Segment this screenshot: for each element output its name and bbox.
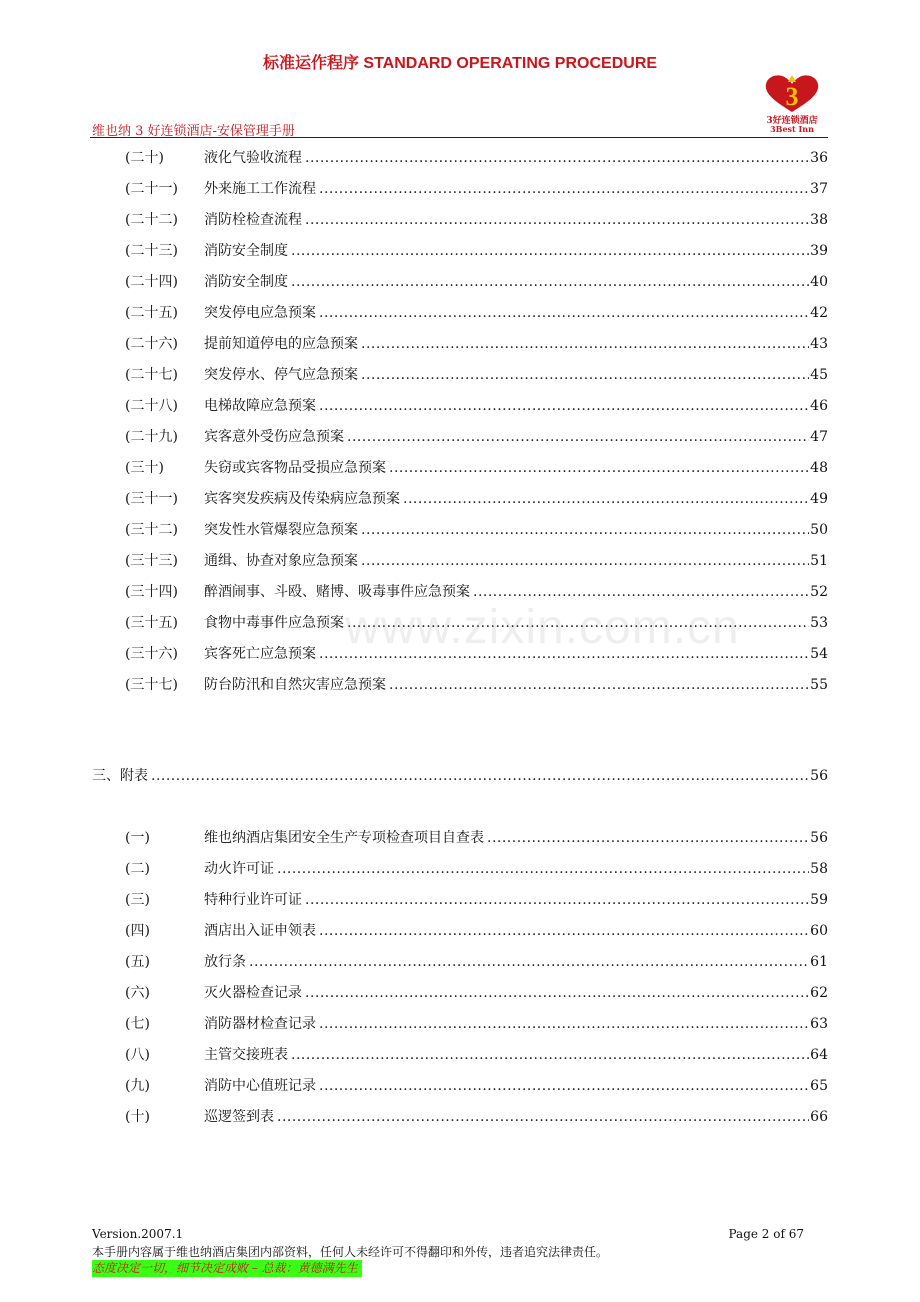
toc-item-page: 63 — [810, 1016, 828, 1032]
toc-entry — [204, 333, 828, 355]
toc-row[interactable] — [0, 858, 920, 880]
toc-row[interactable] — [0, 1106, 920, 1128]
toc-item-number: (二十二) — [125, 212, 178, 228]
toc-item-title: 消防器材检查记录 — [204, 1016, 316, 1032]
watermark: www.zixin.com.cn — [345, 601, 740, 654]
toc-item-number: (九) — [125, 1078, 150, 1094]
toc-entry — [204, 488, 828, 510]
toc-leader-dots — [277, 858, 809, 880]
toc-leader-dots — [305, 209, 809, 231]
toc-item-number: (三十一) — [125, 491, 178, 507]
toc-row[interactable] — [0, 1044, 920, 1066]
toc-item-number: (十) — [125, 1109, 150, 1125]
toc-row[interactable] — [0, 951, 920, 973]
toc-leader-dots — [305, 889, 809, 911]
toc-entry — [204, 209, 828, 231]
toc-item-title: 通缉、协查对象应急预案 — [204, 553, 358, 569]
toc-item-title: 灭火器检查记录 — [204, 985, 302, 1001]
toc-item-title: 电梯故障应急预案 — [204, 398, 316, 414]
toc-entry — [204, 674, 828, 696]
toc-leader-dots — [319, 302, 809, 324]
toc-item-number: (二十一) — [125, 181, 178, 197]
toc-item-page: 40 — [810, 274, 828, 290]
toc-entry — [204, 364, 828, 386]
toc-entry — [204, 519, 828, 541]
toc-leader-dots — [305, 147, 809, 169]
toc-row[interactable] — [0, 1075, 920, 1097]
toc-item-number: (二十五) — [125, 305, 178, 321]
toc-leader-dots — [487, 827, 809, 849]
brand-logo — [760, 72, 824, 134]
toc-leader-dots — [305, 982, 809, 1004]
toc-item-page: 45 — [810, 367, 828, 383]
toc-item-number: (二十八) — [125, 398, 178, 414]
toc-row[interactable] — [0, 920, 920, 942]
toc-item-title: 巡逻签到表 — [204, 1109, 274, 1125]
toc-item-page: 38 — [810, 212, 828, 228]
toc-item-page: 43 — [810, 336, 828, 352]
toc-item-number: (二十六) — [125, 336, 178, 352]
toc-leader-dots — [249, 951, 809, 973]
toc-item-page: 65 — [810, 1078, 828, 1094]
header-title: 标准运作程序 STANDARD OPERATING PROCEDURE — [262, 55, 658, 72]
toc-section-row[interactable] — [0, 765, 920, 787]
toc-leader-dots — [319, 395, 809, 417]
toc-row[interactable] — [0, 426, 920, 448]
toc-item-number: (三) — [125, 892, 150, 908]
toc-row[interactable] — [0, 240, 920, 262]
toc-leader-dots — [319, 920, 809, 942]
toc-row[interactable] — [0, 827, 920, 849]
footer-slogan: 态度决定一切，细节决定成败 – 总裁：黄德满先生 — [92, 1260, 362, 1277]
toc-item-page: 46 — [810, 398, 828, 414]
toc-leader-dots — [319, 1013, 809, 1035]
toc-item-page: 49 — [810, 491, 828, 507]
toc-item-title: 突发停电应急预案 — [204, 305, 316, 321]
toc-row[interactable] — [0, 488, 920, 510]
toc-item-title: 防台防汛和自然灾害应急预案 — [204, 677, 386, 693]
toc-item-page: 59 — [810, 892, 828, 908]
toc-entry — [204, 1044, 828, 1066]
toc-item-page: 60 — [810, 923, 828, 939]
toc-leader-dots — [347, 426, 809, 448]
toc-item-number: (五) — [125, 954, 150, 970]
toc-entry — [204, 858, 828, 880]
toc-item-title: 外来施工工作流程 — [204, 181, 316, 197]
toc-item-title: 特种行业许可证 — [204, 892, 302, 908]
toc-item-number: (二十三) — [125, 243, 178, 259]
header-subtitle: 维也纳 3 好连锁酒店-安保管理手册 — [92, 124, 295, 139]
toc-item-page: 48 — [810, 460, 828, 476]
toc-row[interactable] — [0, 1013, 920, 1035]
toc-entry — [204, 827, 828, 849]
toc-leader-dots — [151, 765, 809, 787]
toc-item-title: 宾客突发疾病及传染病应急预案 — [204, 491, 400, 507]
toc-item-page: 39 — [810, 243, 828, 259]
toc-leader-dots — [319, 1075, 809, 1097]
toc-entry — [204, 395, 828, 417]
toc-item-page: 66 — [810, 1109, 828, 1125]
toc-entry — [204, 1075, 828, 1097]
toc-entry — [204, 982, 828, 1004]
logo-brand-cn: 3好连锁酒店 — [766, 116, 818, 126]
toc-item-page: 47 — [810, 429, 828, 445]
heart-logo-icon — [760, 72, 824, 114]
toc-item-page: 55 — [810, 677, 828, 693]
toc-item-title: 放行条 — [204, 954, 246, 970]
toc-item-number: (三十五) — [125, 615, 178, 631]
toc-entry — [204, 457, 828, 479]
toc-entry — [204, 920, 828, 942]
toc-leader-dots — [361, 333, 809, 355]
toc-item-number: (三十四) — [125, 584, 178, 600]
toc-item-number: (二) — [125, 861, 150, 877]
header-divider — [90, 137, 828, 138]
toc-entry — [204, 178, 828, 200]
toc-item-title: 消防安全制度 — [204, 274, 288, 290]
toc-item-title: 液化气验收流程 — [204, 150, 302, 166]
toc-item-title: 突发停水、停气应急预案 — [204, 367, 358, 383]
toc-item-page: 61 — [810, 954, 828, 970]
toc-leader-dots — [319, 178, 809, 200]
toc-leader-dots — [361, 519, 809, 541]
toc-item-number: (一) — [125, 830, 150, 846]
toc-entry — [92, 765, 828, 787]
toc-item-page: 58 — [810, 861, 828, 877]
toc-item-page: 62 — [810, 985, 828, 1001]
toc-entry — [204, 889, 828, 911]
toc-item-title: 三、附表 — [92, 768, 148, 784]
toc-item-title: 宾客意外受伤应急预案 — [204, 429, 344, 445]
toc-row[interactable] — [0, 364, 920, 386]
toc-item-title: 宾客死亡应急预案 — [204, 646, 316, 662]
toc-item-page: 64 — [810, 1047, 828, 1063]
toc-item-title: 消防中心值班记录 — [204, 1078, 316, 1094]
footer-version: Version.2007.1 — [92, 1227, 184, 1241]
toc-row[interactable] — [0, 519, 920, 541]
toc-row[interactable] — [0, 982, 920, 1004]
toc-item-title: 动火许可证 — [204, 861, 274, 877]
toc-item-page: 54 — [810, 646, 828, 662]
toc-item-title: 食物中毒事件应急预案 — [204, 615, 344, 631]
toc-item-number: (四) — [125, 923, 150, 939]
toc-item-page: 52 — [810, 584, 828, 600]
toc-item-number: (二十九) — [125, 429, 178, 445]
toc-row[interactable] — [0, 674, 920, 696]
toc-row[interactable] — [0, 457, 920, 479]
toc-row[interactable] — [0, 395, 920, 417]
toc-entry — [204, 147, 828, 169]
toc-entry — [204, 1013, 828, 1035]
toc-item-title: 维也纳酒店集团安全生产专项检查项目自查表 — [204, 830, 484, 846]
toc-row[interactable] — [0, 178, 920, 200]
toc-item-title: 醉酒闹事、斗殴、赌博、吸毒事件应急预案 — [204, 584, 470, 600]
toc-item-title: 主管交接班表 — [204, 1047, 288, 1063]
toc-item-number: (二十七) — [125, 367, 178, 383]
toc-item-page: 51 — [810, 553, 828, 569]
toc-item-number: (八) — [125, 1047, 150, 1063]
toc-entry — [204, 271, 828, 293]
toc-entry — [204, 302, 828, 324]
toc-item-number: (三十) — [125, 460, 164, 476]
toc-item-page: 53 — [810, 615, 828, 631]
toc-item-page: 37 — [810, 181, 828, 197]
toc-item-page: 42 — [810, 305, 828, 321]
toc-item-number: (六) — [125, 985, 150, 1001]
toc-item-number: (三十七) — [125, 677, 178, 693]
logo-brand-en: 3Best Inn — [770, 124, 814, 134]
toc-item-title: 提前知道停电的应急预案 — [204, 336, 358, 352]
toc-item-number: (二十四) — [125, 274, 178, 290]
toc-leader-dots — [389, 674, 809, 696]
toc-row[interactable] — [0, 889, 920, 911]
toc-item-number: (二十) — [125, 150, 164, 166]
toc-entry — [204, 1106, 828, 1128]
toc-leader-dots — [361, 550, 809, 572]
toc-leader-dots — [291, 271, 809, 293]
toc-row[interactable] — [0, 550, 920, 572]
toc-entry — [204, 426, 828, 448]
toc-leader-dots — [403, 488, 809, 510]
toc-item-title: 失窃或宾客物品受损应急预案 — [204, 460, 386, 476]
toc-row[interactable] — [0, 333, 920, 355]
toc-entry — [204, 240, 828, 262]
toc-item-number: (三十六) — [125, 646, 178, 662]
toc-item-number: (三十二) — [125, 522, 178, 538]
toc-item-page: 50 — [810, 522, 828, 538]
toc-leader-dots — [361, 364, 809, 386]
toc-leader-dots — [389, 457, 809, 479]
toc-item-page: 56 — [810, 830, 828, 846]
toc-entry — [204, 951, 828, 973]
toc-row[interactable] — [0, 209, 920, 231]
toc-entry — [204, 550, 828, 572]
logo-numeral: 3 — [785, 82, 799, 111]
toc-leader-dots — [291, 240, 809, 262]
toc-item-title: 酒店出入证申领表 — [204, 923, 316, 939]
toc-item-title: 消防安全制度 — [204, 243, 288, 259]
toc-item-number: (七) — [125, 1016, 150, 1032]
footer-notice: 本手册内容属于维也纳酒店集团内部资料，任何人未经许可不得翻印和外传，违者追究法律责任。 — [92, 1245, 609, 1259]
toc-item-number: (三十三) — [125, 553, 178, 569]
toc-row[interactable] — [0, 147, 920, 169]
toc-row[interactable] — [0, 271, 920, 293]
footer-page-number: Page 2 of 67 — [728, 1227, 804, 1241]
toc-row[interactable] — [0, 302, 920, 324]
toc-item-title: 突发性水管爆裂应急预案 — [204, 522, 358, 538]
toc-leader-dots — [277, 1106, 809, 1128]
toc-item-title: 消防栓检查流程 — [204, 212, 302, 228]
toc-item-page: 36 — [810, 150, 828, 166]
toc-leader-dots — [291, 1044, 809, 1066]
toc-item-page: 56 — [810, 768, 828, 784]
